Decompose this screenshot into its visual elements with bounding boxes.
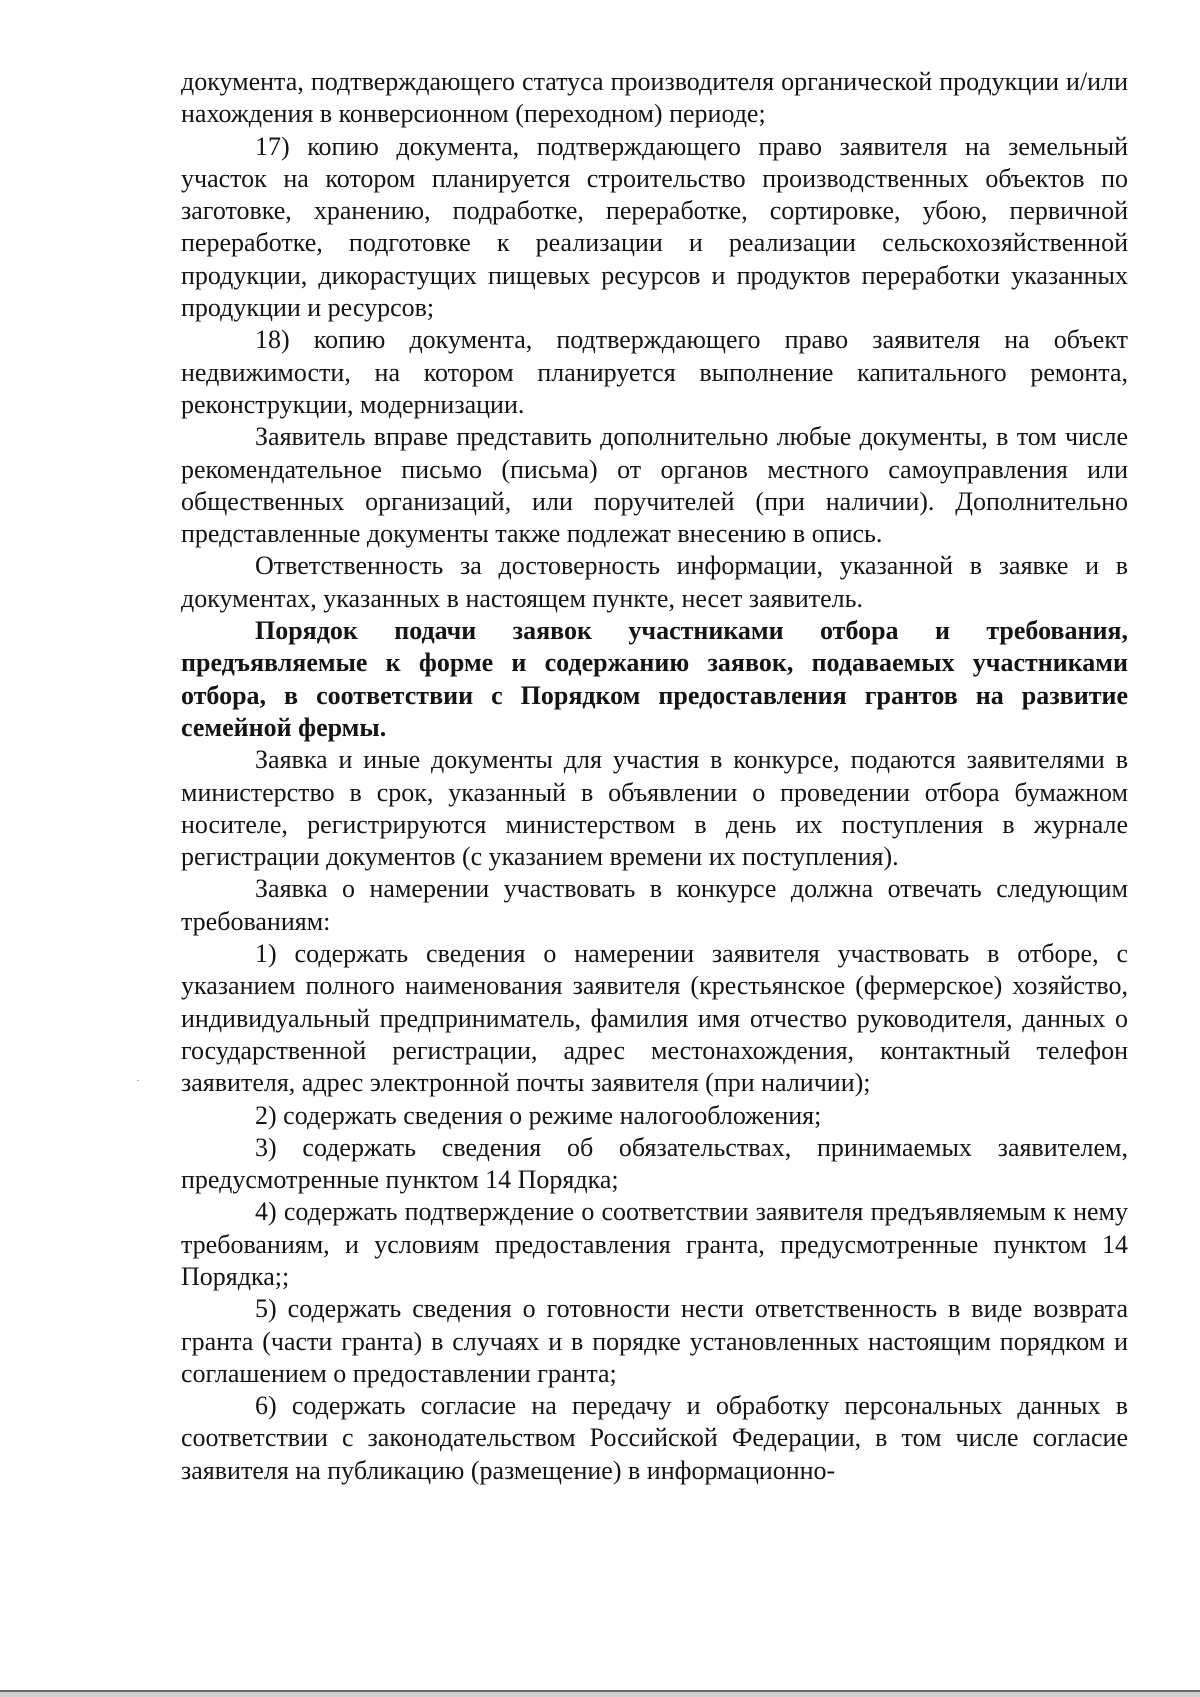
paragraph-submission: Заявка и иные документы для участия в конкурсе, подаются заявителями в министерство в срок, указанный в объявлении о проведении отбора бумажном носителе, регистрируются министерством в день их поступления в журнале регистрации документов (с указанием времени их поступления).	[181, 745, 1128, 872]
list-item-6: 6) содержать согласие на передачу и обработку персональных данных в соответствии с законодательством Российской Федерации, в том числе согласие заявителя на публикацию (размещение) в информационно-	[181, 1391, 1128, 1485]
paragraph-item-18: 18) копию документа, подтверждающего право заявителя на объект недвижимости, на котором планируется выполнение капитального ремонта, реконструкции, модернизации.	[181, 325, 1128, 419]
paragraph-continuation: документа, подтверждающего статуса производителя органической продукции и/или нахождения в конверсионном (переходном) периоде;	[181, 67, 1128, 129]
list-item-1: 1) содержать сведения о намерении заявителя участвовать в отборе, с указанием полного наименования заявителя (крестьянское (фермерское) хозяйство, индивидуальный предприниматель, фамилия имя отчество руководителя, данных о государственной регистрации, адрес местонахождения, контактный телефон заявителя, адрес электронной почты заявителя (при наличии);	[181, 939, 1128, 1098]
scan-speck	[137, 1080, 139, 1081]
list-item-5: 5) содержать сведения о готовности нести ответственность в виде возврата гранта (части гранта) в случаях и в порядке установленных настоящим порядком и соглашением о предоставлении гранта;	[181, 1294, 1128, 1388]
paragraph-responsibility: Ответственность за достоверность информации, указанной в заявке и в документах, указанных в настоящем пункте, несет заявитель.	[181, 551, 1128, 613]
paragraph-additional-documents: Заявитель вправе представить дополнительно любые документы, в том числе рекомендательное письмо (письма) от органов местного самоуправления или общественных организаций, или поручителей (при наличии). Дополнительно представленные документы также подлежат внесению в опись.	[181, 422, 1128, 549]
section-heading: Порядок подачи заявок участниками отбора и требования, предъявляемые к форме и содержанию заявок, подаваемых участниками отбора, в соответствии с Порядком предоставления грантов на развитие семейной фермы.	[181, 616, 1128, 742]
paragraph-requirements-intro: Заявка о намерении участвовать в конкурсе должна отвечать следующим требованиям:	[181, 874, 1128, 936]
page-bottom-shadow	[0, 1692, 1200, 1697]
list-item-3: 3) содержать сведения об обязательствах, принимаемых заявителем, предусмотренные пунктом 14 Порядка;	[181, 1132, 1128, 1195]
document-body	[181, 66, 1128, 1487]
list-item-2: 2) содержать сведения о режиме налогообложения;	[255, 1100, 822, 1130]
list-item-4: 4) содержать подтверждение о соответствии заявителя предъявляемым к нему требованиям, и условиям предоставления гранта, предусмотренные пунктом 14 Порядка;;	[181, 1197, 1128, 1291]
paragraph-item-17: 17) копию документа, подтверждающего право заявителя на земельный участок на котором планируется строительство производственных объектов по заготовке, хранению, подработке, переработке, сортировке, убою, первичной переработке, подготовке к реализации и реализации сельскохозяйственной продукции, дикорастущих пищевых ресурсов и продуктов переработки указанных продукции и ресурсов;	[181, 131, 1128, 323]
